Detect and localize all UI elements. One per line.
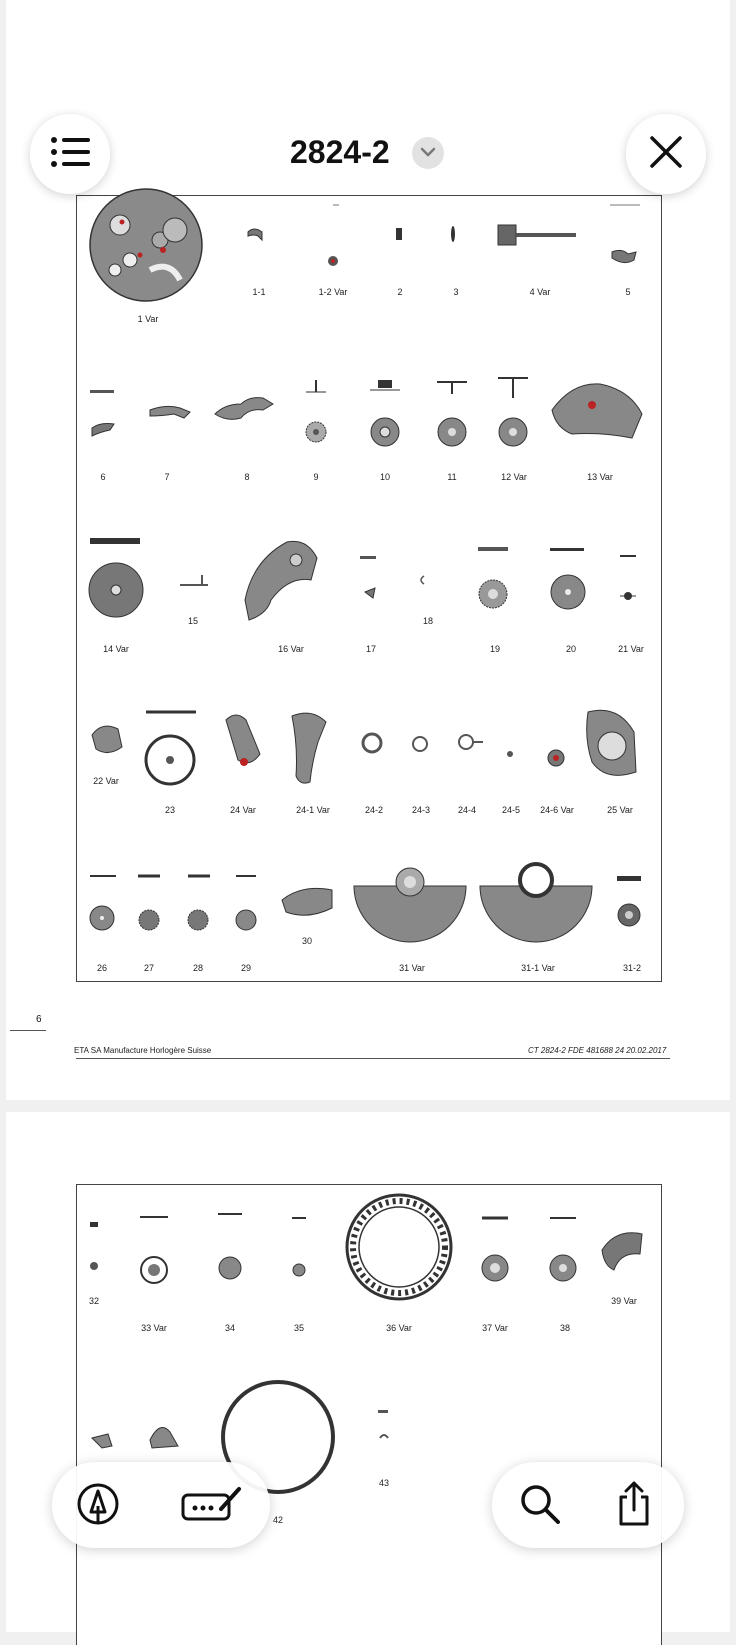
part-label: 24 Var (230, 805, 256, 815)
footer-reference: CT 2824-2 FDE 481688 24 20.02.2017 (528, 1046, 667, 1055)
part-label: 8 (244, 472, 250, 482)
part-label: 31 Var (399, 963, 425, 973)
part-label: 24-5 (501, 805, 521, 815)
actions-toolbar (492, 1462, 684, 1548)
part-label: 29 (240, 963, 252, 973)
part-label: 38 (559, 1323, 571, 1333)
markup-pen-icon (76, 1482, 120, 1531)
part-label: 34 (224, 1323, 236, 1333)
share-button[interactable] (608, 1480, 660, 1532)
part-label: 5 (625, 287, 631, 297)
part-label: 6 (100, 472, 106, 482)
part-label: 21 Var (618, 644, 644, 654)
part-label: 24-2 (364, 805, 384, 815)
part-label: 37 Var (482, 1323, 508, 1333)
part-label: 1 Var (137, 314, 159, 324)
part-label: 20 (565, 644, 577, 654)
part-label: 24-6 Var (540, 805, 574, 815)
part-label: 17 (365, 644, 377, 654)
movement-plate-illustration (90, 189, 202, 301)
part-label: 22 Var (93, 776, 119, 786)
part-label: 25 Var (607, 805, 633, 815)
part-label: 30 (301, 936, 313, 946)
close-icon (649, 135, 683, 174)
part-label: 28 (192, 963, 204, 973)
signature-icon (181, 1485, 243, 1528)
search-button[interactable] (514, 1480, 566, 1532)
part-label: 14 Var (103, 644, 129, 654)
part-label: 13 Var (587, 472, 613, 482)
part-label: 32 (88, 1296, 100, 1306)
part-label: 18 (422, 616, 434, 626)
part-label: 1-1 (252, 287, 266, 297)
part-label: 12 Var (501, 472, 527, 482)
part-label: 31-2 (622, 963, 642, 973)
part-label: 7 (164, 472, 170, 482)
list-icon (50, 136, 90, 173)
page-number: 6 (36, 1014, 42, 1025)
footer-company: ETA SA Manufacture Horlogère Suisse (74, 1046, 212, 1055)
part-label: 39 Var (611, 1296, 637, 1306)
part-label: 15 (187, 616, 199, 626)
search-icon (519, 1483, 561, 1530)
part-label: 31-1 Var (521, 963, 555, 973)
title-dropdown-button[interactable] (412, 137, 444, 169)
part-label: 1-2 Var (318, 287, 348, 297)
part-label: 42 (272, 1515, 284, 1525)
part-label: 33 Var (141, 1323, 167, 1333)
markup-toolbar (52, 1462, 270, 1548)
chevron-down-icon (420, 144, 436, 162)
part-label: 3 (453, 287, 459, 297)
part-label: 16 Var (278, 644, 304, 654)
part-label: 2 (397, 287, 403, 297)
signature-button[interactable] (180, 1480, 244, 1532)
part-label: 24-3 (411, 805, 431, 815)
markup-button[interactable] (72, 1480, 124, 1532)
menu-button[interactable] (30, 114, 110, 194)
part-label: 36 Var (386, 1323, 412, 1333)
part-label: 43 (378, 1478, 390, 1488)
part-label: 4 Var (529, 287, 551, 297)
part-label: 24-1 Var (296, 805, 330, 815)
part-label: 23 (164, 805, 176, 815)
part-label: 10 (379, 472, 391, 482)
close-button[interactable] (626, 114, 706, 194)
document-title[interactable]: 2824-2 (290, 134, 390, 170)
part-label: 24-4 (457, 805, 477, 815)
part-label: 27 (143, 963, 155, 973)
part-label: 19 (489, 644, 501, 654)
part-label: 35 (293, 1323, 305, 1333)
part-label: 11 (447, 472, 457, 482)
share-icon (615, 1481, 653, 1532)
part-label: 9 (313, 472, 319, 482)
part-label: 26 (96, 963, 108, 973)
